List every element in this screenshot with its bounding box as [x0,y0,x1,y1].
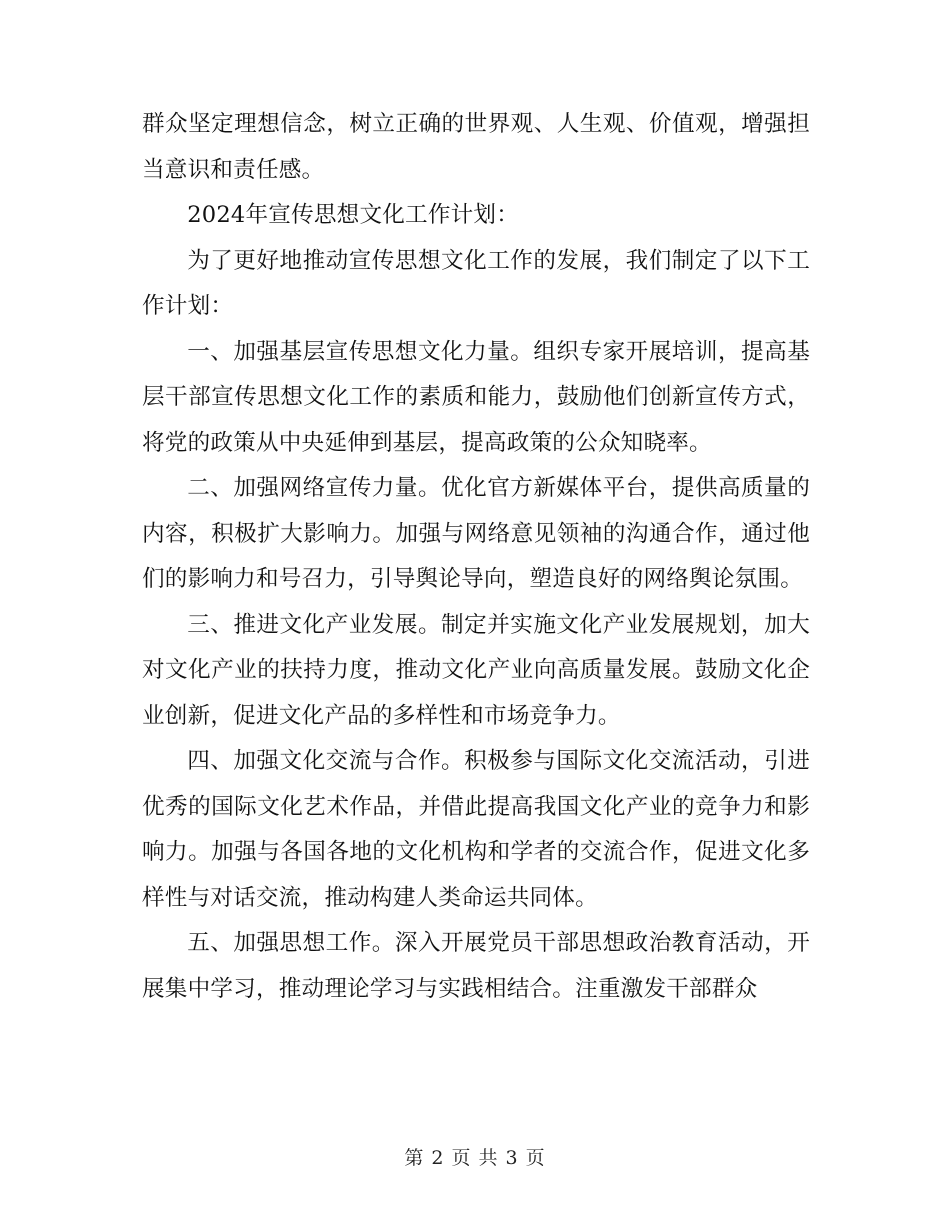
document-body [142,102,810,1012]
paragraph-plan-heading: 2024年宣传思想文化工作计划： [187,202,520,228]
page-number-footer: 第 2 页 共 3 页 [404,1147,546,1169]
paragraph-item-3: 三、推进文化产业发展。制定并实施文化产业发展规划，加大对文化产业的扶持力度，推动文化产业向高质量发展。鼓励文化企业创新，促进文化产品的多样性和市场竞争力。 [142,611,810,729]
paragraph-item-5: 五、加强思想工作。深入开展党员干部思想政治教育活动，开展集中学习，推动理论学习与实践相结合。注重激发干部群众 [142,930,810,1002]
paragraph-continuation: 群众坚定理想信念，树立正确的世界观、人生观、价值观，增强担当意识和责任感。 [142,111,810,183]
paragraph-item-2: 二、加强网络宣传力量。优化官方新媒体平台，提供高质量的内容，积极扩大影响力。加强与网络意见领袖的沟通合作，通过他们的影响力和号召力，引导舆论导向，塑造良好的网络舆论氛围。 [142,475,810,592]
paragraph-plan-intro: 为了更好地推动宣传思想文化工作的发展，我们制定了以下工作计划： [142,247,810,319]
paragraph-item-4: 四、加强文化交流与合作。积极参与国际文化交流活动，引进优秀的国际文化艺术作品，并借此提高我国文化产业的竞争力和影响力。加强与各国各地的文化机构和学者的交流合作，促进文化多样性与对话交流，推动构建人类命运共同体。 [142,748,810,911]
paragraph-item-1: 一、加强基层宣传思想文化力量。组织专家开展培训，提高基层干部宣传思想文化工作的素质和能力，鼓励他们创新宣传方式，将党的政策从中央延伸到基层，提高政策的公众知晓率。 [142,338,810,456]
